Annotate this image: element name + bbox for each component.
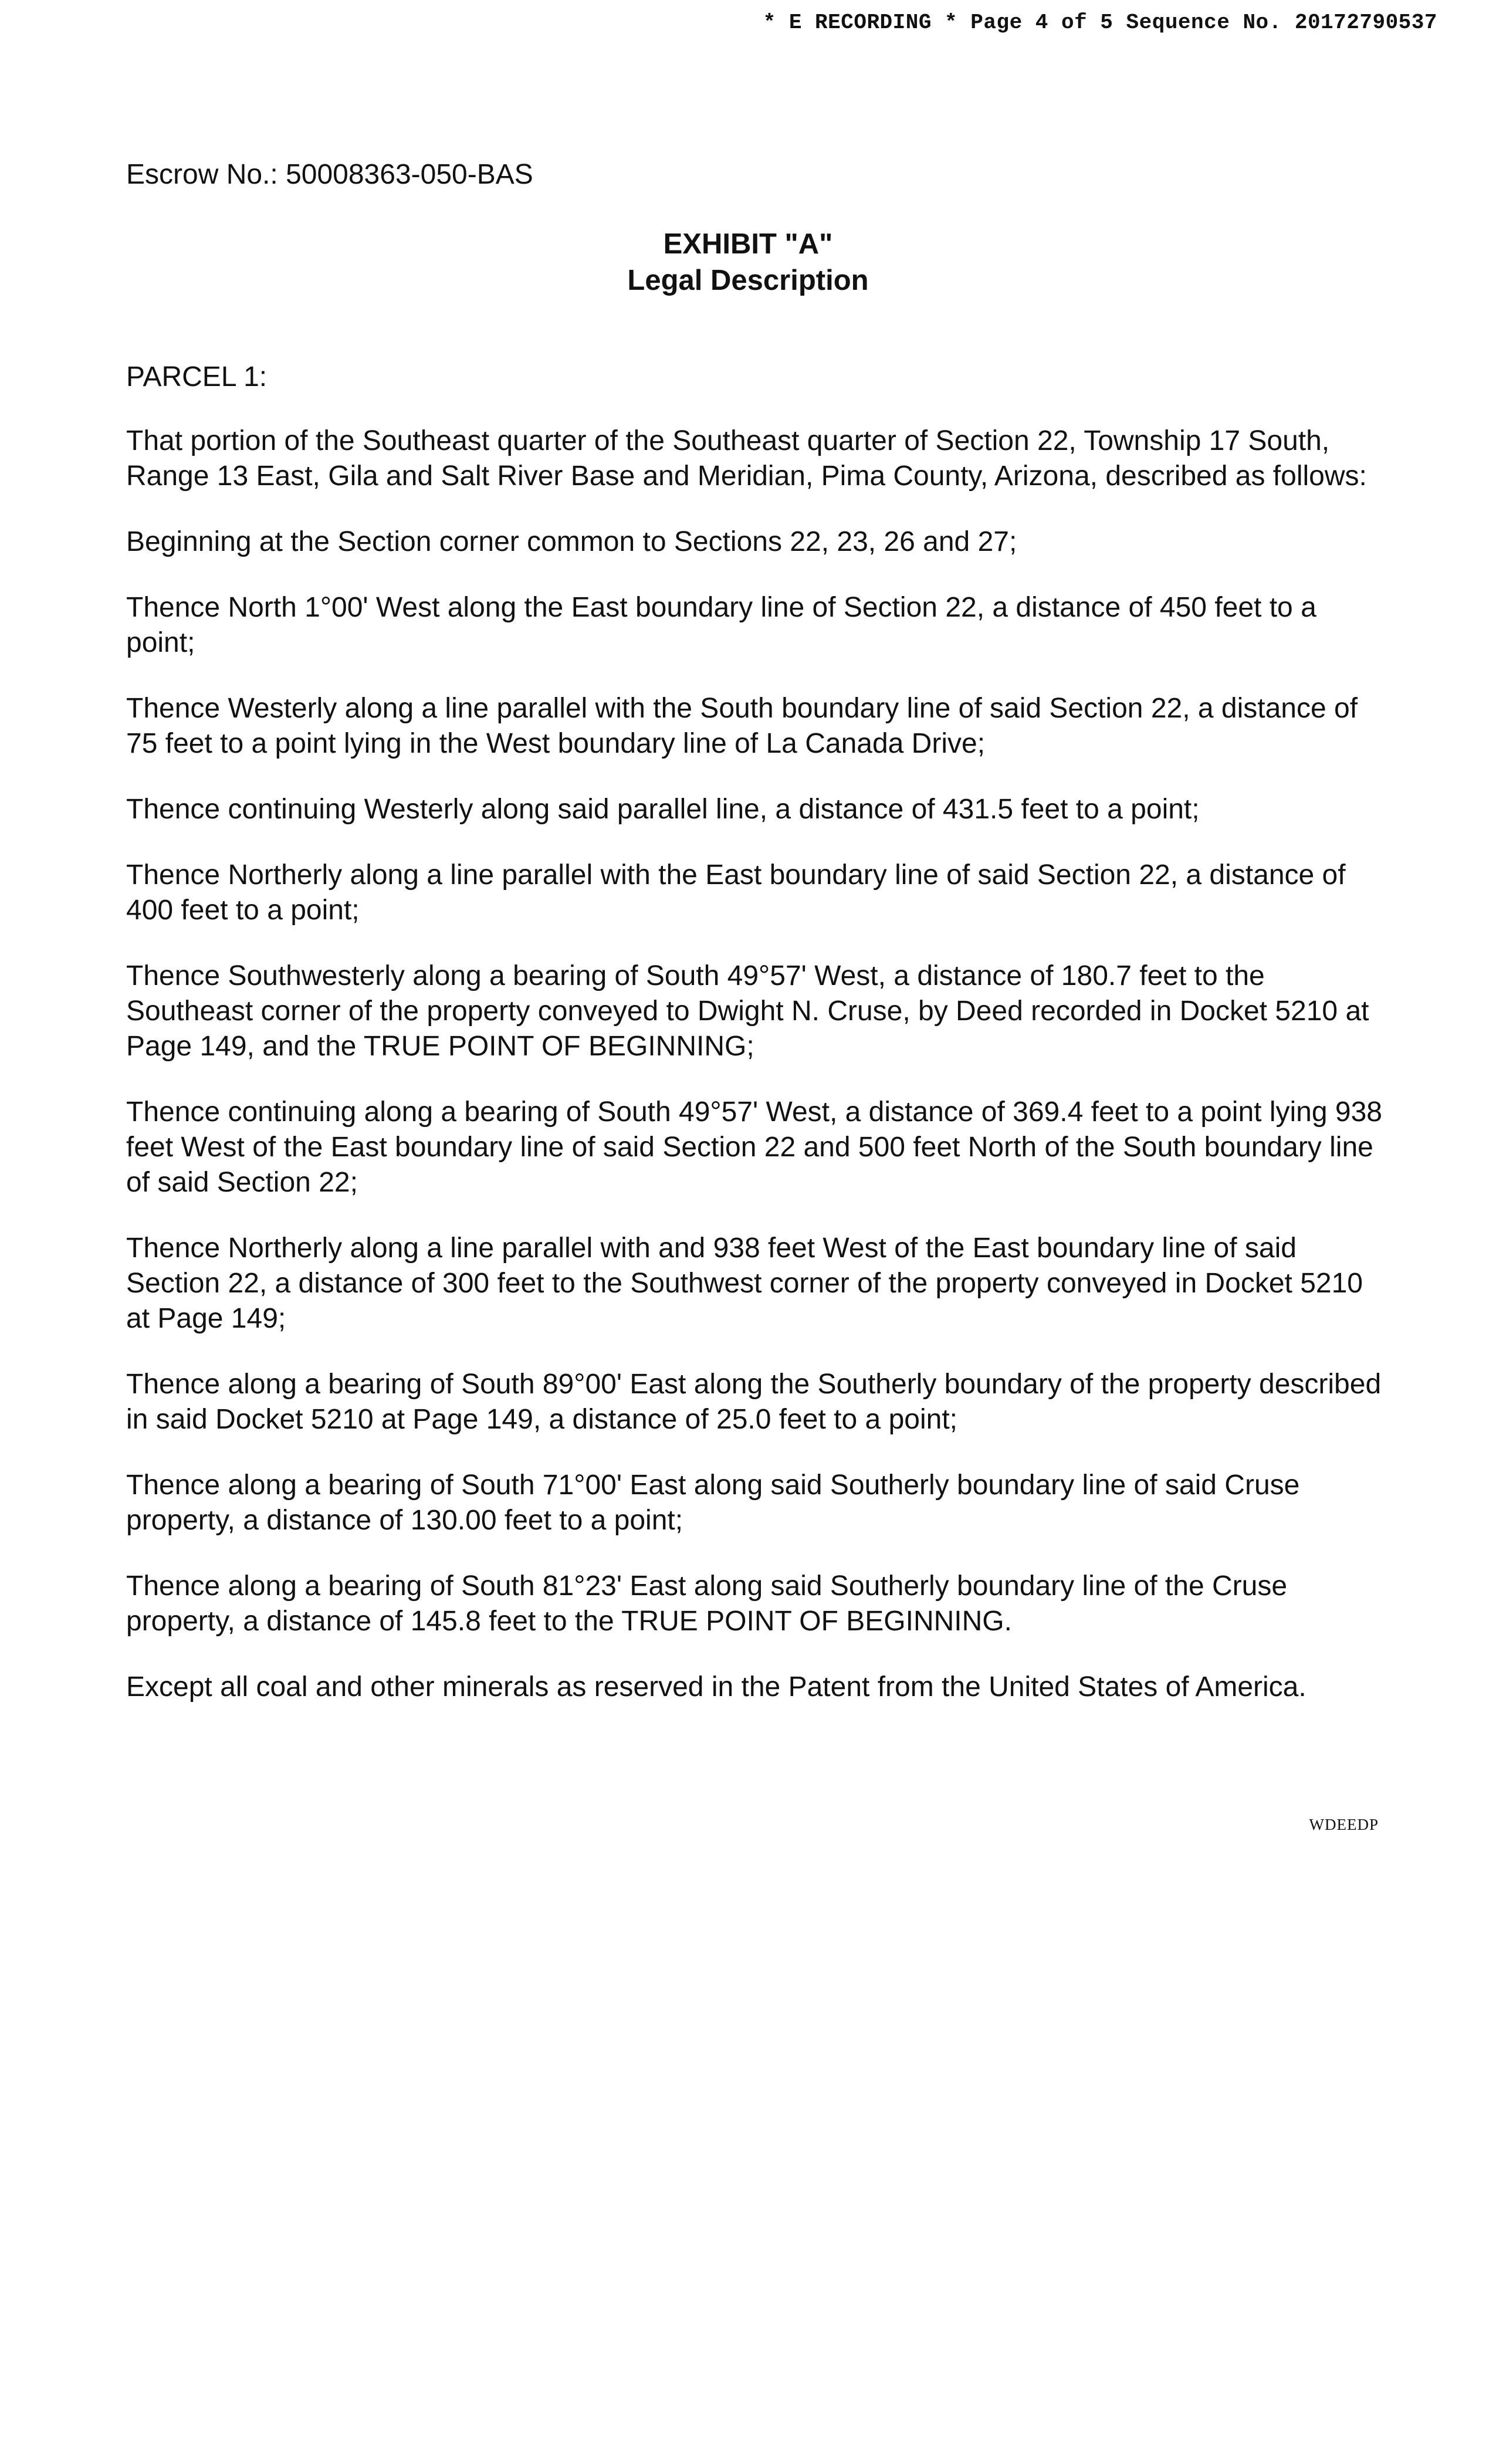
legal-paragraph: Thence Northerly along a line parallel with the East boundary line of said Section 22, a distance of 400 feet to a point; xyxy=(126,859,1346,926)
parcel-label: PARCEL 1: xyxy=(126,361,268,392)
legal-paragraph: Thence continuing along a bearing of South 49°57' West, a distance of 369.4 feet to a point lying 938 feet West of the East boundary line of said Section 22 and 500 feet North of the South boundary line of said Section 22; xyxy=(126,1096,1382,1198)
legal-paragraph: Thence Westerly along a line parallel with the South boundary line of said Section 22, a distance of 75 feet to a point lying in the West boundary line of La Canada Drive; xyxy=(126,693,1358,759)
legal-paragraph: Thence Northerly along a line parallel with and 938 feet West of the East boundary line of said Section 22, a distance of 300 feet to the Southwest corner of the property conveyed in Docket 5210 at Page 149; xyxy=(126,1233,1363,1334)
legal-paragraph: Thence Southwesterly along a bearing of South 49°57' West, a distance of 180.7 feet to the Southeast corner of the property conveyed to Dwight N. Cruse, by Deed recorded in Docket 5210 at Page 149, and the TRUE POINT OF BEGINNING; xyxy=(126,960,1369,1062)
legal-paragraph: Thence along a bearing of South 71°00' East along said Southerly boundary line of said Cruse property, a distance of 130.00 feet to a point; xyxy=(126,1470,1300,1536)
legal-paragraph: Beginning at the Section corner common to Sections 22, 23, 26 and 27; xyxy=(126,526,1017,557)
escrow-number-line xyxy=(126,158,533,191)
form-code: WDEEDP xyxy=(1309,1816,1379,1833)
exhibit-heading xyxy=(0,226,1496,299)
legal-paragraph: That portion of the Southeast quarter of the Southeast quarter of Section 22, Township 17 South, Range 13 East, Gila and Salt River Base and Meridian, Pima County, Arizona, described as follows: xyxy=(126,425,1367,492)
exhibit-subtitle: Legal Description xyxy=(627,265,869,296)
exhibit-title: EXHIBIT "A" xyxy=(663,228,833,260)
legal-paragraph: Thence continuing Westerly along said parallel line, a distance of 431.5 feet to a point; xyxy=(126,794,1200,825)
legal-description-body xyxy=(126,424,1387,1705)
escrow-label: Escrow No.: xyxy=(126,159,278,190)
escrow-number: 50008363-050-BAS xyxy=(286,159,533,190)
legal-paragraph: Thence along a bearing of South 89°00' East along the Southerly boundary of the property described in said Docket 5210 at Page 149, a distance of 25.0 feet to a point; xyxy=(126,1369,1382,1435)
legal-paragraph: Thence North 1°00' West along the East boundary line of Section 22, a distance of 450 feet to a point; xyxy=(126,592,1316,658)
legal-paragraph: Thence along a bearing of South 81°23' East along said Southerly boundary line of the Cruse property, a distance of 145.8 feet to the TRUE POINT OF BEGINNING. xyxy=(126,1571,1288,1637)
legal-paragraph: Except all coal and other minerals as reserved in the Patent from the United States of America. xyxy=(126,1671,1307,1703)
recording-header: * E RECORDING * Page 4 of 5 Sequence No. 20172790537 xyxy=(763,11,1437,35)
